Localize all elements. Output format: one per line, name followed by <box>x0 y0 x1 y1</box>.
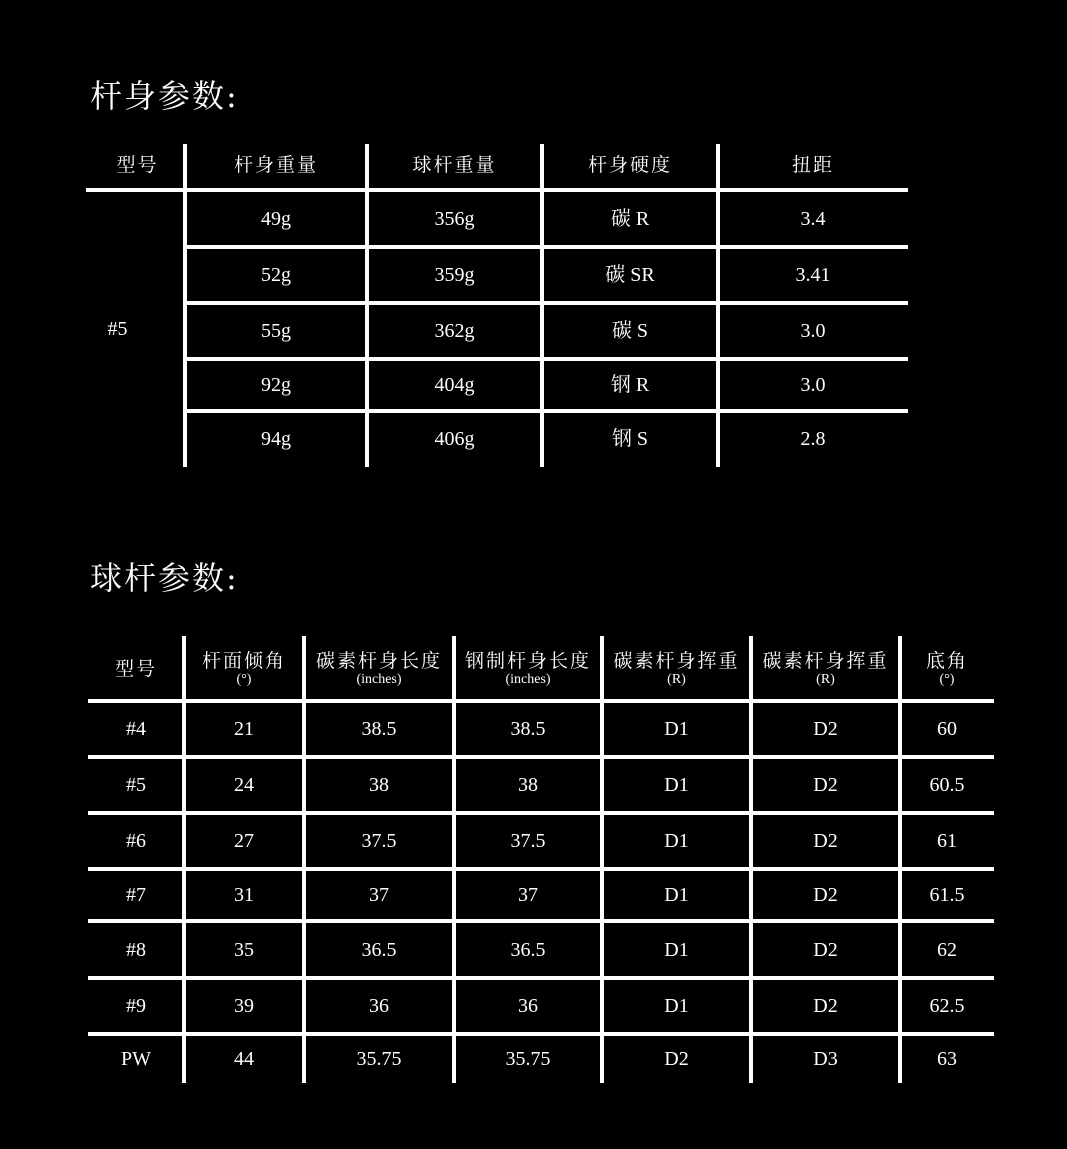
column-header-steel-length <box>456 640 600 697</box>
table-cell: D3 <box>813 1047 838 1070</box>
header-unit: (°) <box>236 671 252 687</box>
table-cell: 37.5 <box>510 830 546 852</box>
table-cell: 24 <box>234 774 254 796</box>
table-cell: D1 <box>664 830 689 852</box>
table-cell: 37 <box>369 884 389 906</box>
column-header-carbon-swingweight-2 <box>753 640 898 697</box>
header-unit: (inches) <box>356 671 402 687</box>
model-cell: #6 <box>126 830 146 852</box>
table-cell: 55g <box>261 320 291 342</box>
shaft-params-title: 杆身参数: <box>90 77 239 115</box>
column-header-carbon-length <box>306 640 452 697</box>
header-label: 碳素杆身挥重 <box>762 649 889 672</box>
header-unit: (R) <box>667 671 686 687</box>
model-cell: #9 <box>126 995 146 1017</box>
table-cell: D1 <box>664 774 689 796</box>
column-header-lie-angle <box>902 640 992 697</box>
table-cell: 38 <box>518 774 538 796</box>
column-header-torque: 扭距 <box>791 154 834 176</box>
table-cell: 60.5 <box>929 774 965 796</box>
table-cell: 39 <box>234 995 254 1017</box>
table-cell: D2 <box>813 938 838 961</box>
table-cell: D2 <box>813 884 838 906</box>
table-cell: 38.5 <box>361 718 397 740</box>
table-cell: 62 <box>937 938 957 961</box>
header-label: 型号 <box>114 657 157 680</box>
table-cell: 碳 SR <box>605 264 655 286</box>
table-cell: 碳 S <box>611 320 649 342</box>
model-cell: #7 <box>126 884 146 906</box>
table-cell: 60 <box>937 718 957 740</box>
table-cell: 36.5 <box>510 938 546 961</box>
table-cell: 21 <box>234 718 254 740</box>
table-cell: 3.0 <box>800 374 826 396</box>
model-cell: #4 <box>126 718 146 740</box>
table-cell: 36 <box>369 995 389 1017</box>
table-cell: 94g <box>261 428 291 450</box>
table-cell: 2.8 <box>800 428 826 450</box>
column-header-club-weight: 球杆重量 <box>412 154 497 176</box>
model-cell: #8 <box>126 938 146 961</box>
table-cell: 63 <box>937 1047 957 1070</box>
model-cell: #5 <box>107 317 128 340</box>
table-cell: 356g <box>434 207 475 230</box>
table-cell: 钢 R <box>610 374 650 396</box>
table-cell: 36 <box>518 995 538 1017</box>
table-cell: 92g <box>261 374 291 396</box>
model-cell: PW <box>121 1047 151 1070</box>
table-cell: D1 <box>664 995 689 1017</box>
header-unit: (°) <box>939 671 955 687</box>
header-label: 碳素杆身挥重 <box>613 649 740 672</box>
table-cell: 38.5 <box>510 718 546 740</box>
column-header-shaft-weight: 杆身重量 <box>233 154 318 176</box>
header-label: 底角 <box>925 649 968 672</box>
table-cell: 31 <box>234 884 254 906</box>
table-cell: 钢 S <box>611 428 649 450</box>
table-cell: 362g <box>434 320 475 342</box>
table-cell: 37.5 <box>361 830 397 852</box>
header-label: 碳素杆身长度 <box>315 649 442 672</box>
table-cell: 38 <box>369 774 389 796</box>
club-params-title: 球杆参数: <box>90 559 239 597</box>
header-unit: (R) <box>816 671 835 687</box>
table-cell: 35.75 <box>356 1047 402 1070</box>
table-cell: 37 <box>518 884 538 906</box>
table-cell: D1 <box>664 938 689 961</box>
table-cell: D2 <box>664 1047 689 1070</box>
column-header-loft <box>186 640 302 697</box>
header-label: 钢制杆身长度 <box>464 649 591 672</box>
table-cell: 61 <box>937 830 957 852</box>
table-cell: 碳 R <box>610 207 650 230</box>
table-cell: 61.5 <box>929 884 965 906</box>
table-cell: 62.5 <box>929 995 965 1017</box>
table-cell: D2 <box>813 995 838 1017</box>
table-cell: 406g <box>434 428 475 450</box>
column-header-shaft-flex: 杆身硬度 <box>587 154 672 176</box>
table-cell: D2 <box>813 718 838 740</box>
table-cell: D1 <box>664 718 689 740</box>
column-header-model: 型号 <box>116 154 159 176</box>
table-cell: D1 <box>664 884 689 906</box>
model-cell: #5 <box>126 774 146 796</box>
table-cell: 3.0 <box>800 320 826 342</box>
table-cell: D2 <box>813 774 838 796</box>
table-cell: 49g <box>261 207 291 230</box>
table-cell: 27 <box>234 830 254 852</box>
table-cell: 35 <box>234 938 254 961</box>
header-unit: (inches) <box>505 671 551 687</box>
column-header-model <box>90 640 182 697</box>
table-cell: 404g <box>434 374 475 396</box>
table-cell: D2 <box>813 830 838 852</box>
table-cell: 359g <box>434 264 475 286</box>
table-cell: 36.5 <box>361 938 397 961</box>
table-cell: 52g <box>261 264 291 286</box>
header-label: 杆面倾角 <box>201 649 286 672</box>
table-cell: 44 <box>234 1047 254 1070</box>
column-header-carbon-swingweight-1 <box>604 640 749 697</box>
table-cell: 35.75 <box>505 1047 551 1070</box>
table-cell: 3.41 <box>795 264 831 286</box>
table-cell: 3.4 <box>800 207 826 230</box>
